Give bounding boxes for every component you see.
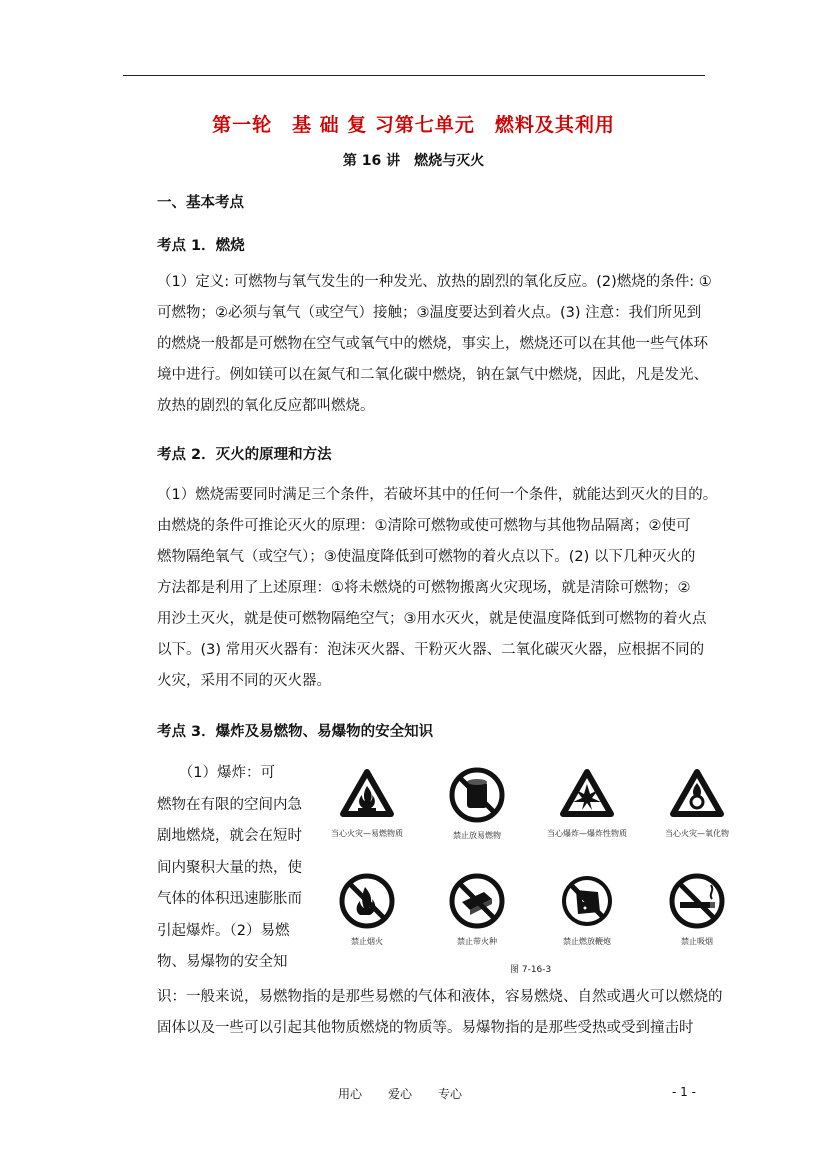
sign-caption: 禁止放易燃物	[453, 831, 501, 840]
point2-heading: 考点 2．灭火的原理和方法	[157, 447, 332, 463]
sign-no-matches	[422, 872, 532, 947]
point3-wrapped-text	[157, 758, 307, 979]
point3-heading: 考点 3．爆炸及易燃物、易爆物的安全知识	[157, 724, 434, 740]
footer-motto-3: 专心	[438, 1087, 463, 1101]
sign-caption: 当心火灾—易燃物质	[331, 829, 403, 838]
page-title: 第一轮 基 础 复 习第七单元 燃料及其利用	[212, 114, 615, 136]
point2-paragraph	[157, 480, 717, 697]
paragraph-line: 放热的剧烈的氧化反应都叫燃烧。	[157, 398, 375, 414]
no-firecrackers-icon	[558, 872, 616, 930]
paragraph-line: 气体的体积迅速膨胀而	[157, 891, 302, 907]
paragraph-line: 引起爆炸。（2）易燃	[157, 922, 290, 939]
sign-caption: 当心火灾—氧化物	[665, 829, 729, 838]
lecture-subtitle: 第 16 讲 燃烧与灭火	[342, 153, 485, 169]
paragraph-line: 用沙土灭火，就是使可燃物隔绝空气；③用水灭火，就是使温度降低到可燃物的着火点	[157, 611, 707, 627]
figure-label: 图 7-16-3	[510, 965, 552, 975]
paragraph-line: 识：一般来说，易燃物指的是那些易燃的气体和液体，容易燃烧、自然或遇火可以燃烧的	[157, 989, 723, 1005]
paragraph-line: （1）燃烧需要同时满足三个条件，若破坏其中的任何一个条件，就能达到灭火的目的。	[157, 487, 718, 503]
sign-explosive	[532, 766, 642, 839]
paragraph-line: 物、易爆物的安全知	[157, 954, 288, 970]
point1-paragraph	[157, 267, 712, 422]
paragraph-line: （1）爆炸：可	[157, 765, 275, 781]
paragraph-line: 火灾，采用不同的灭火器。	[157, 673, 331, 689]
sign-caption: 禁止燃放鞭炮	[563, 937, 611, 946]
paragraph-line: 固体以及一些可以引起其他物质燃烧的物质等。易爆物指的是那些受热或受到撞击时	[157, 1020, 694, 1036]
sign-no-flammables	[422, 766, 532, 841]
no-flammables-icon	[448, 766, 506, 824]
paragraph-line: （1）定义: 可燃物与氧气发生的一种发光、放热的剧烈的氧化反应。(2)燃烧的条件: ①	[157, 274, 712, 290]
paragraph-line: 的燃烧一般都是可燃物在空气或氧气中的燃烧，事实上，燃烧还可以在其他一些气体环	[157, 336, 708, 352]
paragraph-line: 燃物在有限的空间内急	[157, 796, 302, 813]
safety-signs-figure	[312, 766, 752, 980]
paragraph-line: 由燃烧的条件可推论灭火的原理：①清除可燃物或使可燃物与其他物品隔离；②使可	[157, 518, 691, 534]
paragraph-line: 境中进行。例如镁可以在氮气和二氧化碳中燃烧，钠在氯气中燃烧，因此，凡是发光、	[157, 367, 708, 383]
paragraph-line: 以下。(3) 常用灭火器有：泡沫灭火器、干粉灭火器、二氧化碳灭火器，应根据不同的	[157, 642, 705, 658]
paragraph-line: 剧地燃烧，就会在短时	[157, 828, 302, 844]
sign-caption: 当心爆炸—爆炸性物质	[547, 829, 627, 838]
paragraph-line: 方法都是利用了上述原理：①将未燃烧的可燃物搬离火灾现场，就是清除可燃物；②	[157, 580, 691, 596]
no-matches-icon	[448, 872, 506, 930]
sign-caption: 禁止带火种	[457, 937, 497, 946]
point3-paragraph	[157, 982, 723, 1044]
sign-no-fire	[312, 872, 422, 947]
sign-flammable	[312, 766, 422, 839]
flammable-warning-icon	[339, 766, 395, 822]
sign-caption: 禁止吸烟	[681, 937, 713, 946]
sign-no-smoking	[642, 872, 752, 947]
sign-oxidizer	[642, 766, 752, 839]
no-smoking-icon	[668, 872, 726, 930]
paragraph-line: 燃物隔绝氧气（或空气）；③使温度降低到可燃物的着火点以下。(2) 以下几种灭火的	[157, 549, 696, 565]
paragraph-line: 可燃物；②必须与氧气（或空气）接触；③温度要达到着火点。(3) 注意：我们所见到	[157, 305, 702, 321]
sign-no-firecrackers	[532, 872, 642, 947]
footer-motto-1: 用心	[338, 1087, 363, 1101]
point1-heading: 考点 1．燃烧	[157, 238, 245, 254]
footer-motto-2: 爱心	[388, 1087, 413, 1101]
section-heading: 一、基本考点	[157, 195, 244, 211]
oxidizer-warning-icon	[669, 766, 725, 822]
paragraph-line: 间内聚积大量的热，使	[157, 859, 302, 876]
no-fire-icon	[338, 872, 396, 930]
explosive-warning-icon	[559, 766, 615, 822]
header-rule	[123, 75, 705, 76]
sign-caption: 禁止烟火	[351, 937, 383, 946]
page-number: - 1 -	[672, 1085, 696, 1099]
